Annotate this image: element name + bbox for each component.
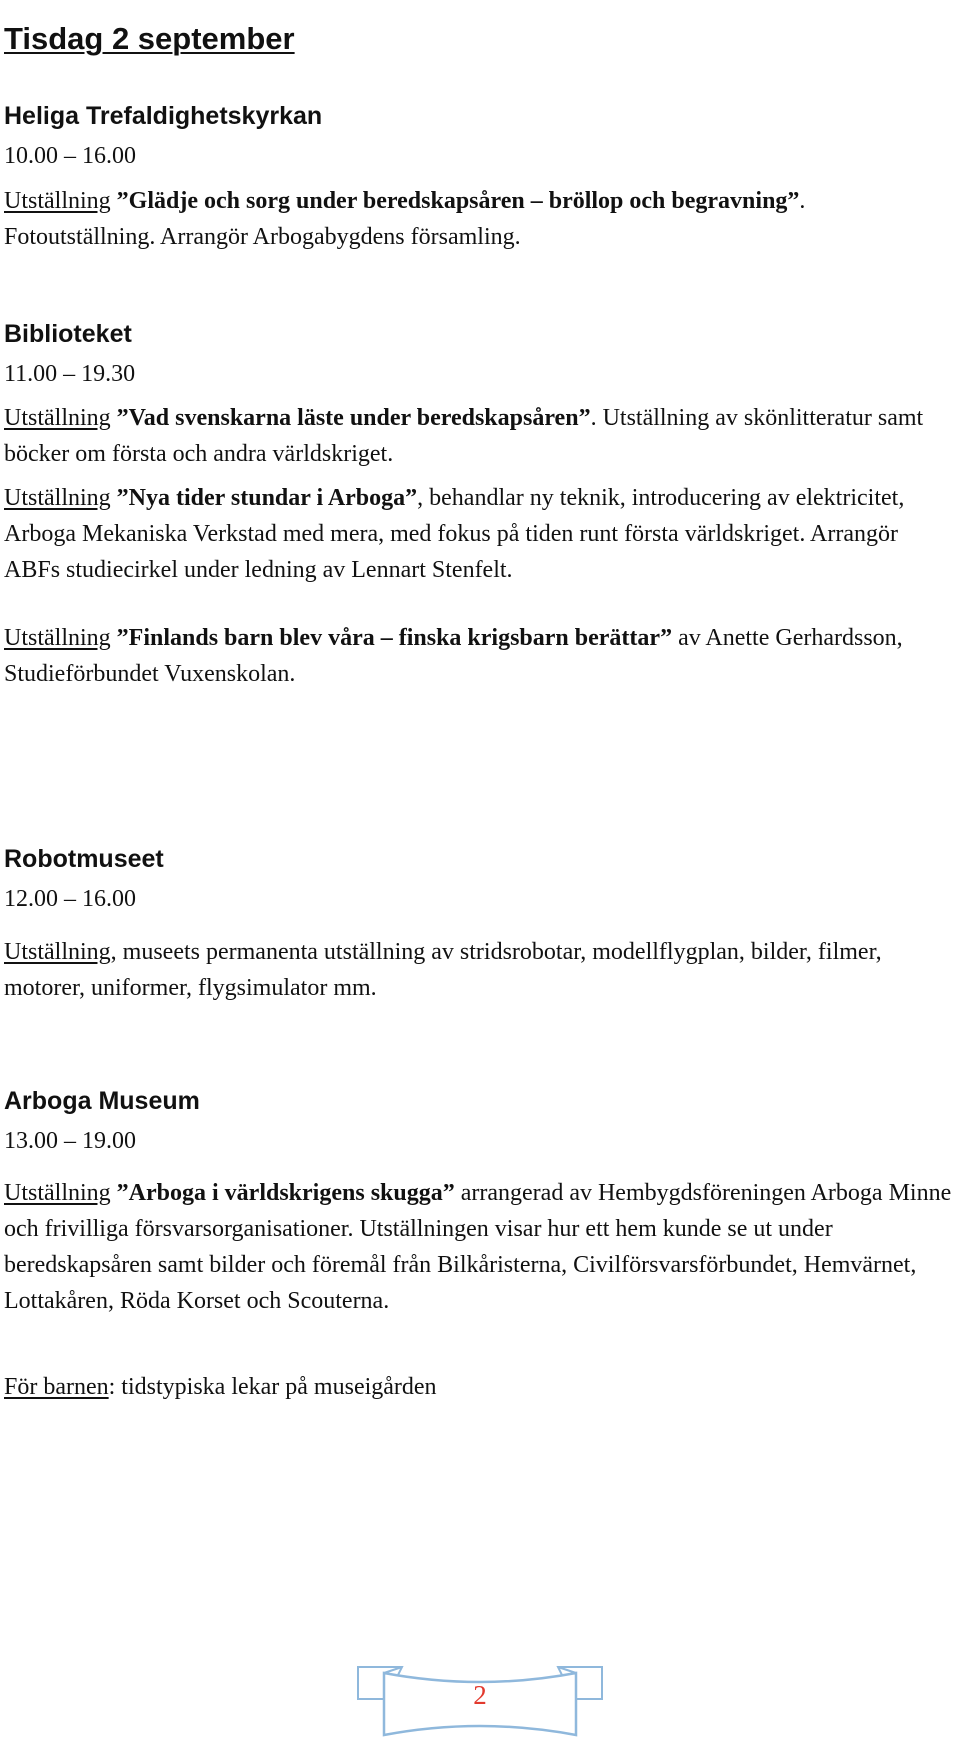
event-description: För barnen: tidstypiska lekar på museigården [4,1374,437,1400]
event-title: Nya tider stundar i Arboga [128,485,406,511]
venue-heading: Heliga Trefaldighetskyrkan [4,102,323,130]
venue-heading: Biblioteket [4,320,132,348]
page-number: 2 [473,1680,487,1710]
event-type-label: Utställning [4,405,111,431]
venue-heading: Arboga Museum [4,1087,200,1115]
event-title: Arboga i världskrigens skugga [128,1180,443,1206]
opening-hours: 10.00 – 16.00 [4,143,136,169]
event-type-label: För barnen [4,1374,109,1400]
event-title: Vad svenskarna läste under beredskapsåren [128,405,579,431]
opening-hours: 13.00 – 19.00 [4,1128,136,1154]
opening-hours: 12.00 – 16.00 [4,886,136,912]
event-title: Glädje och sorg under beredskapsåren – bröllop och begravning [128,188,788,214]
event-type-label: Utställning [4,188,111,214]
event-description: Utställning ”Glädje och sorg under beredskapsåren – bröllop och begravning”. Fotoutställning. Arrangör Arbogabygdens församling. [4,188,806,250]
page-title: Tisdag 2 september [4,20,295,56]
event-title: Finlands barn blev våra – finska krigsbarn berättar [128,625,661,651]
event-type-label: Utställning [4,1180,111,1206]
event-description: Utställning ”Nya tider stundar i Arboga”, behandlar ny teknik, introducering av elektricitet, Arboga Mekaniska Verkstad med mera, med fokus på tiden runt första världskriget. Arrangör ABFs studiecirkel under ledning av Lennart Stenfelt. [4,485,905,583]
event-type-label: Utställning [4,939,111,965]
event-description: Utställning ”Arboga i världskrigens skugga” arrangerad av Hembygdsföreningen Arboga Minne och frivilliga försvarsorganisationer. Utställningen visar hur ett hem kunde se ut under beredskapsåren samt bilder och föremål från Bilkåristerna, Civilförsvarsförbundet, Hemvärnet, Lottakåren, Röda Korset och Scouterna. [4,1180,952,1314]
opening-hours: 11.00 – 19.30 [4,361,136,387]
event-type-label: Utställning [4,625,111,651]
venue-heading: Robotmuseet [4,845,164,873]
event-description: Utställning, museets permanenta utställning av stridsrobotar, modellflygplan, bilder, filmer, motorer, uniformer, flygsimulator mm. [4,939,882,1001]
banner-fold [384,1667,576,1673]
event-description: Utställning ”Vad svenskarna läste under beredskapsåren”. Utställning av skönlitteratur samt böcker om första och andra världskriget. [4,405,924,467]
event-type-label: Utställning [4,485,111,511]
event-description: Utställning ”Finlands barn blev våra – finska krigsbarn berättar” av Anette Gerhardsson, Studieförbundet Vuxenskolan. [4,625,903,687]
